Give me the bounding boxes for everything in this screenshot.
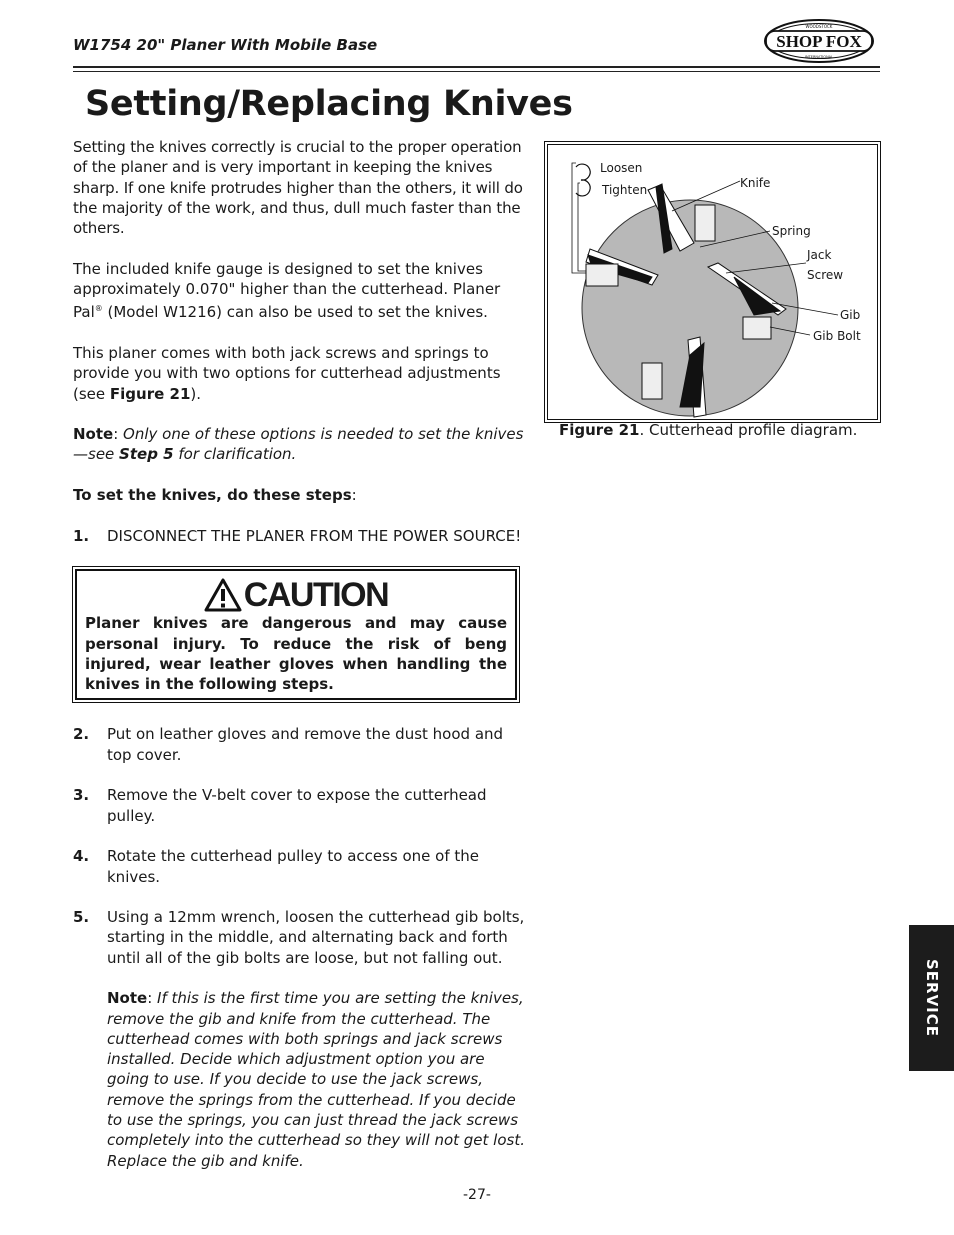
caution-text: Planer knives are dangerous and may cause personal injury. To reduce the risk of beng injured, wear leather gloves when handling the knives in the following steps.: [85, 614, 507, 694]
label-loosen: Loosen: [600, 161, 643, 175]
section-tab-service: SERVICE: [909, 925, 954, 1071]
svg-text:INTERNATIONAL: INTERNATIONAL: [804, 55, 834, 59]
step-4: 4. Rotate the cutterhead pulley to access one of the knives.: [73, 847, 480, 886]
figure-21-frame: [544, 141, 881, 423]
step-2: 2. Put on leather gloves and remove the dust hood and top cover.: [73, 725, 504, 764]
page-title: Setting/Replacing Knives: [85, 84, 573, 124]
label-gib-bolt: Gib Bolt: [813, 329, 861, 343]
label-tighten: Tighten: [602, 183, 648, 197]
main-column: [73, 137, 525, 1191]
warning-triangle-icon: [204, 578, 242, 612]
step-3: 3. Remove the V-belt cover to expose the cutterhead pulley.: [73, 786, 487, 825]
step-5: 5. Using a 12mm wrench, loosen the cutterhead gib bolts, starting in the middle, and alternating back and forth until all of the gib bolts are loose, but not falling out.: [73, 908, 525, 967]
label-knife: Knife: [740, 176, 771, 190]
intro-paragraph-1: Setting the knives correctly is crucial to the proper operation of the planer and is very important in keeping the knives sharp. If one knife protrudes higher than the others, it will do the majority of the work, and thus, dull much faster than the others.: [73, 138, 523, 238]
header-title: W1754 20" Planer With Mobile Base: [73, 36, 378, 54]
caution-heading: CAUTION: [243, 576, 389, 615]
header-rule-thin: [73, 71, 880, 72]
header-rule: [73, 66, 880, 68]
note-paragraph: Note: Only one of these options is needed to set the knives—see Step 5 for clarification.: [73, 425, 524, 464]
steps-intro: To set the knives, do these steps:: [73, 486, 357, 505]
svg-text:WOODSTOCK: WOODSTOCK: [805, 24, 833, 29]
label-screw: Screw: [807, 268, 844, 282]
cutterhead-diagram: [548, 145, 879, 421]
caution-box: [72, 566, 520, 703]
step-1: 1. DISCONNECT THE PLANER FROM THE POWER SOURCE!: [73, 526, 522, 545]
label-spring: Spring: [772, 224, 811, 238]
label-gib: Gib: [840, 308, 861, 322]
step-5-note: Note: If this is the first time you are setting the knives, remove the gib and knife from the cutterhead. The cutterhead comes with both springs and jack screws installed. Decide which adjustment option you are going to use. If you decide to use the jack screws, remove the springs from the cutterhead. If you decide to use the springs, you can just thread the jack screws completely into the cutterhead so they will not get lost. Replace the gib and knife.: [107, 989, 525, 1170]
intro-paragraph-3: This planer comes with both jack screws and springs to provide you with two options for cutterhead adjustments (see Figure 21).: [73, 343, 501, 403]
label-jack: Jack: [807, 248, 832, 262]
figure-caption: Figure 21. Cutterhead profile diagram.: [559, 421, 858, 439]
svg-text:SHOP FOX: SHOP FOX: [776, 32, 862, 51]
intro-paragraph-2: The included knife gauge is designed to set the knives approximately 0.070" higher than the cutterhead. Planer Pal® (Model W1216) can also be used to set the knives.: [73, 259, 501, 322]
figure-reference[interactable]: Figure 21: [109, 384, 191, 403]
page-number: -27-: [463, 1187, 491, 1203]
shop-fox-logo: [763, 18, 875, 64]
